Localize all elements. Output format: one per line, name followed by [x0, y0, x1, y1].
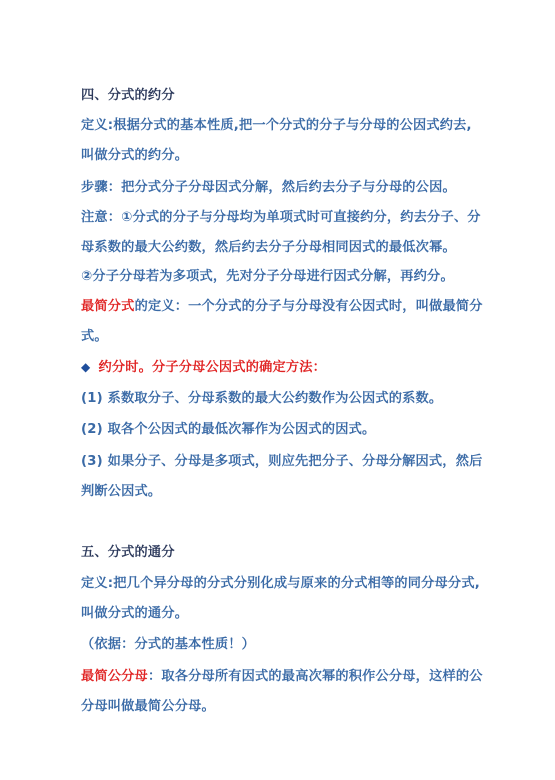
- common-factor-method-title: [81, 358, 326, 377]
- section5-basis: （依据：分式的基本性质！）: [81, 637, 256, 652]
- diamond-icon: ◆: [81, 360, 91, 374]
- section5-heading: 五、分式的通分: [81, 545, 175, 560]
- lcd-definition-text: ：取各分母所有因式的最高次幂的积作公分母，这样的公: [147, 669, 483, 684]
- simplest-fraction-definition-text: 的定义：一个分式的分子与分母没有公因式时，叫做最简分: [134, 299, 483, 314]
- simplest-fraction-definition-line2: 式。: [81, 329, 108, 344]
- simplest-fraction-definition-line1: [81, 298, 483, 316]
- rule-2: (2) 取各个公因式的最低次幂作为公因式的因式。: [81, 422, 376, 437]
- section5-definition-line2: 叫做分式的通分。: [81, 606, 189, 621]
- section4-steps: 步骤：把分式分子分母因式分解，然后约去分子与分母的公因。: [81, 180, 456, 195]
- section4-note-line1: 注意：①分式的分子与分母均为单项式时可直接约分，约去分子、分: [81, 210, 481, 225]
- section4-note-line3: ②分子分母若为多项式，先对分子分母进行因式分解，再约分。: [81, 269, 454, 284]
- lcd-definition-line1: [81, 668, 483, 686]
- simplest-fraction-term: 最简分式: [81, 299, 135, 314]
- section4-definition-line1: 定义:根据分式的基本性质,把一个分式的分子与分母的公因式约去,: [81, 118, 472, 133]
- common-factor-method-title-text: 约分时。分子分母公因式的确定方法：: [98, 360, 327, 375]
- rule-1: (1) 系数取分子、分母系数的最大公约数作为公因式的系数。: [81, 391, 443, 406]
- section5-definition-line1: 定义:把几个异分母的分式分别化成与原来的分式相等的同分母分式,: [81, 576, 480, 591]
- rule-3-line1: (3) 如果分子、分母是多项式，则应先把分子、分母分解因式，然后: [81, 454, 483, 469]
- section4-heading: 四、分式的约分: [81, 88, 175, 103]
- rule-3-line2: 判断公因式。: [81, 484, 162, 499]
- lcd-definition-line2: 分母叫做最简公分母。: [81, 699, 215, 714]
- section4-note-line2: 母系数的最大公约数，然后约去分子分母相同因式的最低次幂。: [81, 240, 456, 255]
- section4-definition-line2: 叫做分式的约分。: [81, 148, 189, 163]
- lcd-term: 最简公分母: [81, 669, 148, 684]
